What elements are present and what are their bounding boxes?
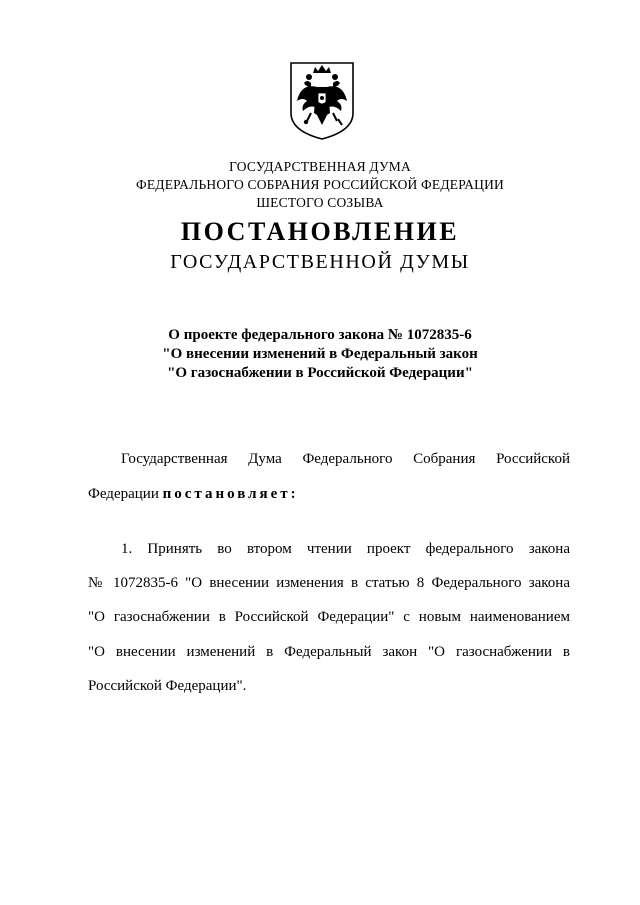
preamble-line-2 — [88, 484, 570, 504]
document-issuer-title: ГОСУДАРСТВЕННОЙ ДУМЫ — [170, 251, 470, 273]
org-name-line-1: ГОСУДАРСТВЕННАЯ ДУМА — [229, 159, 411, 174]
state-emblem — [287, 61, 357, 141]
russian-coat-of-arms-icon — [287, 61, 357, 141]
clause-1-line-4: "О внесении изменений в Федеральный закон "О газоснабжении в — [88, 644, 570, 660]
org-name-line-2: ФЕДЕРАЛЬНОГО СОБРАНИЯ РОССИЙСКОЙ ФЕДЕРАЦИИ — [136, 177, 504, 192]
resolves-emphasis: постановляет: — [162, 486, 299, 502]
clause-1-line-1: 1. Принять во втором чтении проект федерального закона — [121, 541, 570, 557]
clause-1-line-3: "О газоснабжении в Российской Федерации" с новым наименованием — [88, 609, 570, 625]
subject-line-2: "О внесении изменений в Федеральный закон — [162, 346, 478, 362]
subject-line-3: "О газоснабжении в Российской Федерации" — [167, 365, 473, 381]
convocation-line: ШЕСТОГО СОЗЫВА — [256, 195, 384, 210]
preamble-line-1: Государственная Дума Федерального Собрания Российской — [121, 451, 570, 467]
organization-header — [0, 158, 640, 212]
document-type-title: ПОСТАНОВЛЕНИЕ — [180, 217, 460, 246]
preamble-prefix: Федерации — [88, 486, 159, 502]
subject-line-1: О проекте федерального закона № 1072835-6 — [168, 327, 472, 343]
clause-1-line-2: № 1072835-6 "О внесении изменения в статью 8 Федерального закона — [88, 575, 570, 591]
document-subject — [0, 326, 640, 383]
clause-1-line-5: Российской Федерации". — [88, 678, 247, 694]
